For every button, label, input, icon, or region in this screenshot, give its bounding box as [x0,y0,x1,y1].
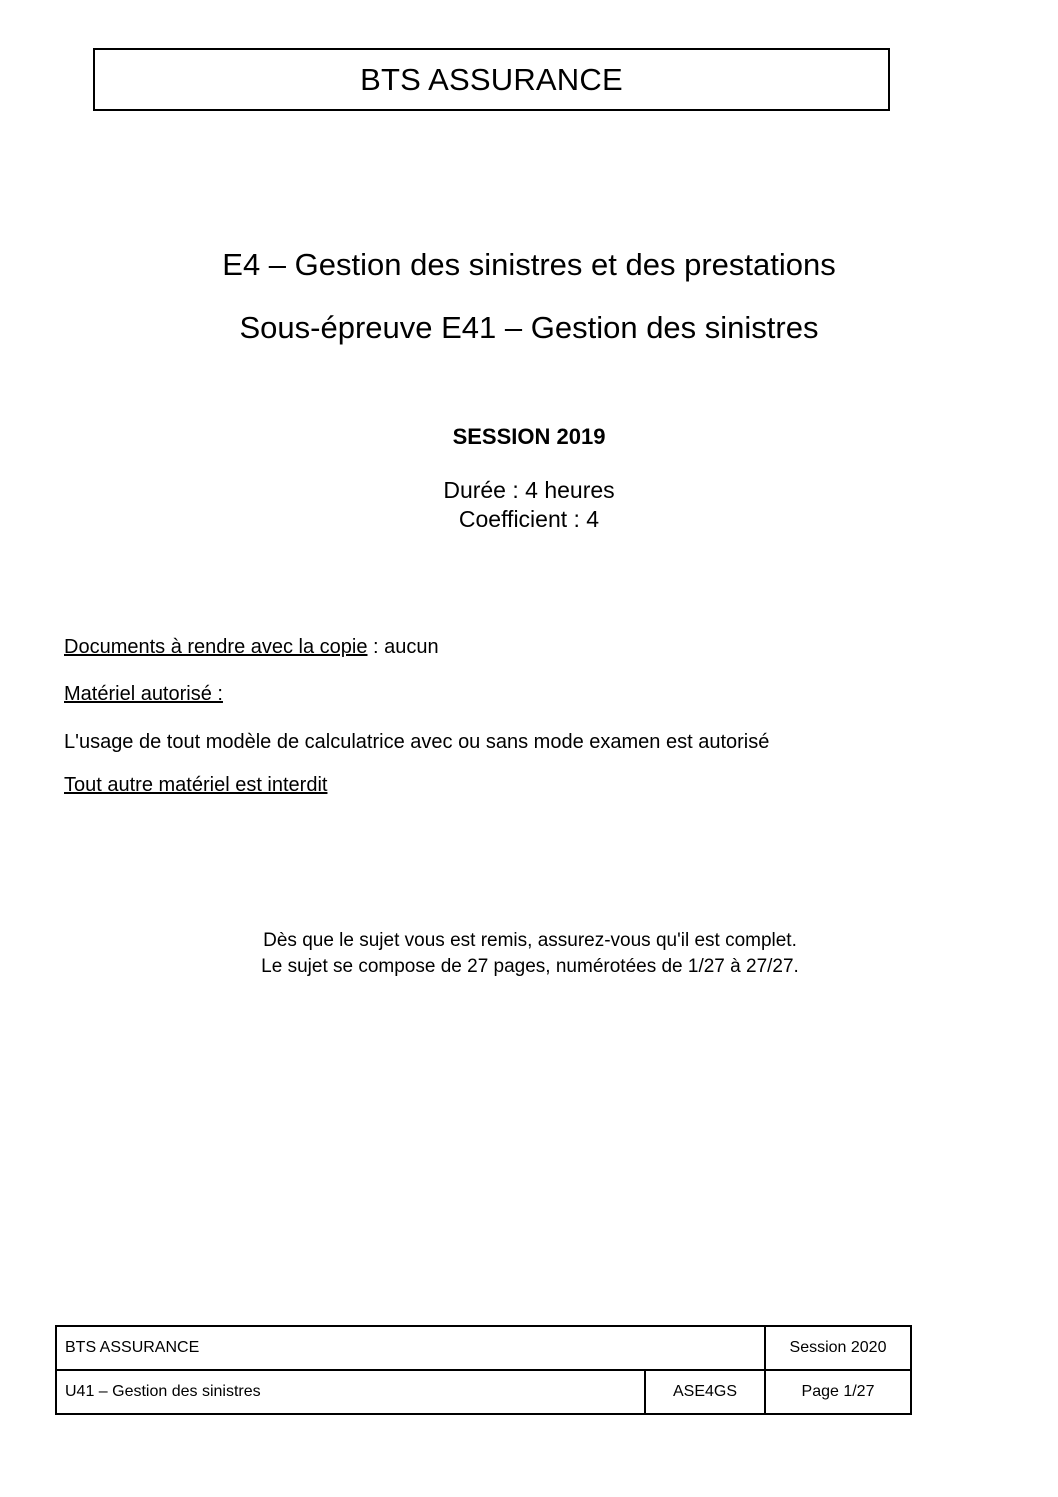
notice-line-1: Dès que le sujet vous est remis, assurez-vous qu'il est complet. [263,930,797,951]
footer-code: ASE4GS [672,1383,738,1400]
documents-label: Documents à rendre avec la copie [64,636,368,658]
exam-title: E4 – Gestion des sinistres et des prestations [222,247,836,282]
exam-subtitle: Sous-épreuve E41 – Gestion des sinistres [239,310,819,345]
documents-line [64,636,439,659]
documents-value: : aucun [367,636,439,658]
other-material-text: Tout autre matériel est interdit [64,774,328,796]
materiel-label: Matériel autorisé : [64,683,223,705]
footer-page: Page 1/27 [801,1383,875,1400]
header-title: BTS ASSURANCE [360,61,623,97]
footer-table [55,1325,912,1415]
duration-text: Durée : 4 heures [443,477,615,503]
session-label: SESSION 2019 [452,424,606,449]
calculator-usage-text: L'usage de tout modèle de calculatrice avec ou sans mode examen est autorisé [64,731,770,753]
footer-session: Session 2020 [789,1339,887,1356]
coefficient-text: Coefficient : 4 [458,506,600,532]
footer-unit: U41 – Gestion des sinistres [65,1383,261,1400]
footer-exam: BTS ASSURANCE [65,1339,200,1356]
notice-line-2: Le sujet se compose de 27 pages, numérotées de 1/27 à 27/27. [261,956,799,977]
header-title-box [93,48,890,111]
